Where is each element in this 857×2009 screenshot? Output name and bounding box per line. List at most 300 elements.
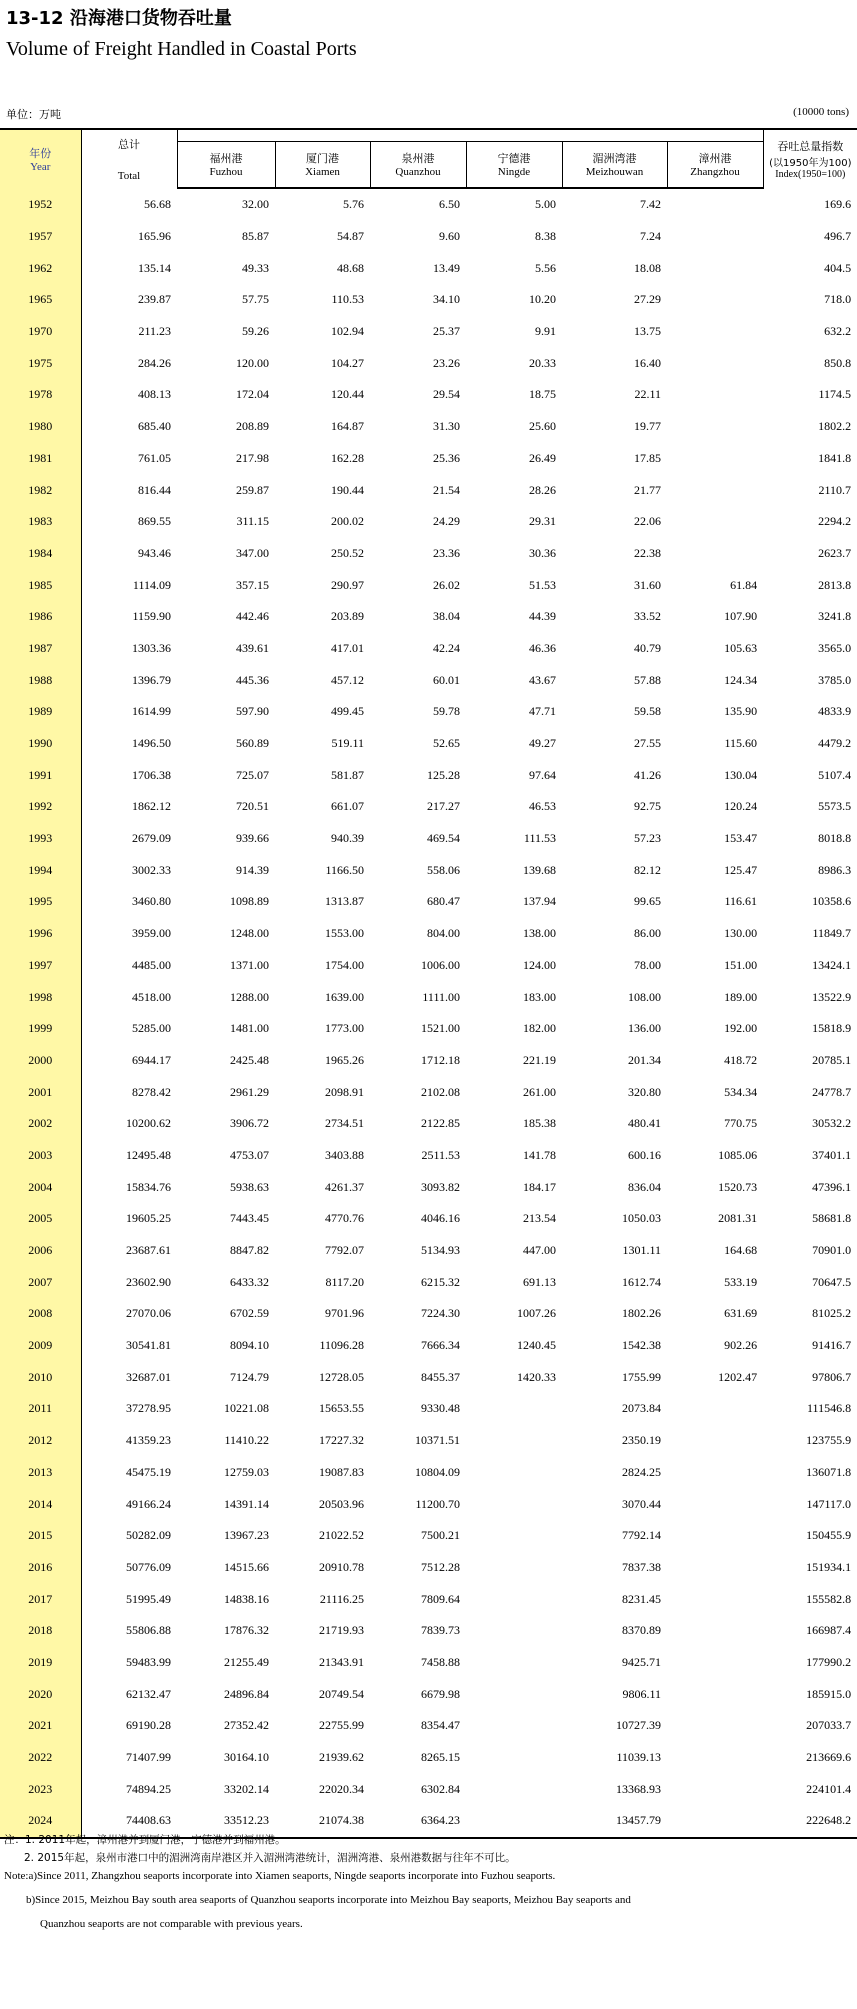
cell-ningde: 26.49 xyxy=(529,450,556,465)
cell-year: 1985 xyxy=(0,569,81,601)
cell-meizhouwan: 40.79 xyxy=(634,640,661,655)
cell-fuzhou: 720.51 xyxy=(236,799,269,814)
cell-year: 1970 xyxy=(0,316,81,348)
cell-zhangzhou: 164.68 xyxy=(724,1243,758,1258)
cell-fuzhou: 120.00 xyxy=(236,355,269,370)
cell-year: 1980 xyxy=(0,411,81,443)
cell-year: 2010 xyxy=(0,1361,81,1393)
cell-meizhouwan: 1612.74 xyxy=(622,1274,661,1289)
cell-quanzhou: 60.01 xyxy=(433,672,460,687)
cell-total: 74894.25 xyxy=(126,1781,171,1796)
cell-ningde: 185.38 xyxy=(523,1116,556,1131)
table-row xyxy=(0,1520,857,1552)
year-header-cn: 年份 xyxy=(29,147,52,160)
cell-meizhouwan: 41.26 xyxy=(634,767,661,782)
cell-fuzhou: 445.36 xyxy=(236,672,269,687)
cell-total: 71407.99 xyxy=(126,1750,171,1765)
cell-fuzhou: 217.98 xyxy=(236,450,269,465)
cell-total: 56.68 xyxy=(144,196,171,211)
cell-index: 1841.8 xyxy=(818,450,852,465)
cell-ningde: 10.20 xyxy=(529,292,556,307)
cell-index: 177990.2 xyxy=(806,1654,852,1669)
table-row xyxy=(0,759,857,791)
cell-fuzhou: 208.89 xyxy=(236,419,269,434)
cell-xiamen: 21343.91 xyxy=(319,1654,364,1669)
cell-index: 2813.8 xyxy=(818,577,852,592)
table-row xyxy=(0,728,857,760)
cell-xiamen: 162.28 xyxy=(331,450,364,465)
cell-xiamen: 1773.00 xyxy=(325,1021,364,1036)
cell-ningde: 183.00 xyxy=(523,989,556,1004)
cell-index: 20785.1 xyxy=(812,1052,852,1067)
cell-ningde xyxy=(466,1583,562,1615)
cell-fuzhou: 1481.00 xyxy=(230,1021,269,1036)
cell-ningde: 221.19 xyxy=(523,1052,556,1067)
cell-zhangzhou xyxy=(667,1425,763,1457)
cell-fuzhou: 311.15 xyxy=(236,514,269,529)
cell-total: 1114.09 xyxy=(132,577,171,592)
cell-year: 2003 xyxy=(0,1140,81,1172)
cell-meizhouwan: 10727.39 xyxy=(616,1718,661,1733)
cell-index: 70901.0 xyxy=(812,1243,852,1258)
cell-fuzhou: 14391.14 xyxy=(224,1496,269,1511)
cell-year: 2023 xyxy=(0,1773,81,1805)
cell-fuzhou: 17876.32 xyxy=(224,1623,269,1638)
cell-xiamen: 1553.00 xyxy=(325,926,364,941)
cell-total: 1862.12 xyxy=(132,799,171,814)
cell-ningde: 18.75 xyxy=(529,387,556,402)
cell-total: 30541.81 xyxy=(126,1338,171,1353)
table-row xyxy=(0,886,857,918)
table-row xyxy=(0,854,857,886)
cell-zhangzhou: 1085.06 xyxy=(718,1147,758,1162)
cell-zhangzhou: 902.26 xyxy=(724,1338,758,1353)
cell-fuzhou: 6702.59 xyxy=(230,1306,269,1321)
cell-quanzhou: 2122.85 xyxy=(421,1116,460,1131)
cell-fuzhou: 8094.10 xyxy=(230,1338,269,1353)
cell-quanzhou: 10371.51 xyxy=(415,1433,460,1448)
cell-fuzhou: 4753.07 xyxy=(230,1147,269,1162)
cell-index: 13522.9 xyxy=(812,989,852,1004)
cell-meizhouwan: 11039.13 xyxy=(616,1750,661,1765)
cell-xiamen: 19087.83 xyxy=(319,1464,364,1479)
cell-index: 718.0 xyxy=(824,292,852,307)
table-row xyxy=(0,1552,857,1584)
cell-total: 3959.00 xyxy=(132,926,171,941)
cell-zhangzhou xyxy=(667,1710,763,1742)
cell-index: 185915.0 xyxy=(806,1686,852,1701)
cell-quanzhou: 680.47 xyxy=(427,894,460,909)
cell-total: 4518.00 xyxy=(132,989,171,1004)
cell-xiamen: 290.97 xyxy=(331,577,364,592)
cell-year: 2021 xyxy=(0,1710,81,1742)
cell-fuzhou: 11410.22 xyxy=(224,1433,269,1448)
cell-zhangzhou: 120.24 xyxy=(724,799,758,814)
cell-ningde xyxy=(466,1678,562,1710)
cell-xiamen: 200.02 xyxy=(331,514,364,529)
cell-fuzhou: 33202.14 xyxy=(224,1781,269,1796)
cell-ningde: 97.64 xyxy=(529,767,556,782)
cell-xiamen: 2098.91 xyxy=(325,1084,364,1099)
port-header-cn: 宁德港 xyxy=(497,152,531,166)
cell-fuzhou: 259.87 xyxy=(236,482,269,497)
cell-fuzhou: 24896.84 xyxy=(224,1686,269,1701)
cell-xiamen: 12728.05 xyxy=(319,1369,364,1384)
cell-index: 147117.0 xyxy=(806,1496,852,1511)
cell-quanzhou: 21.54 xyxy=(433,482,460,497)
cell-xiamen: 110.53 xyxy=(331,292,364,307)
footnote-en-a: Note:a)Since 2011, Zhangzhou seaports incorporate into Xiamen seaports, Ningde seaports incorporate into Fuzhou seaports. xyxy=(4,1870,556,1882)
cell-meizhouwan: 59.58 xyxy=(634,704,661,719)
table-row xyxy=(0,347,857,379)
cell-total: 27070.06 xyxy=(126,1306,171,1321)
cell-ningde xyxy=(466,1488,562,1520)
cell-total: 74408.63 xyxy=(81,1805,177,1838)
cell-year: 1983 xyxy=(0,506,81,538)
cell-year: 1996 xyxy=(0,918,81,950)
total-header xyxy=(81,129,177,188)
cell-total: 50776.09 xyxy=(126,1559,171,1574)
cell-fuzhou: 439.61 xyxy=(236,640,269,655)
cell-zhangzhou xyxy=(667,1647,763,1679)
cell-ningde: 447.00 xyxy=(523,1243,556,1258)
cell-year: 2007 xyxy=(0,1266,81,1298)
cell-ningde xyxy=(466,1773,562,1805)
cell-year: 1957 xyxy=(0,221,81,253)
cell-fuzhou: 172.04 xyxy=(236,387,269,402)
cell-xiamen: 104.27 xyxy=(331,355,364,370)
port-header-en: Quanzhou xyxy=(395,166,441,179)
cell-zhangzhou xyxy=(667,1615,763,1647)
cell-fuzhou: 2961.29 xyxy=(230,1084,269,1099)
cell-fuzhou: 57.75 xyxy=(242,292,269,307)
cell-xiamen: 7792.07 xyxy=(325,1243,364,1258)
cell-xiamen: 8117.20 xyxy=(325,1274,364,1289)
index-header-en: Index(1950=100) xyxy=(775,169,846,180)
cell-ningde: 29.31 xyxy=(529,514,556,529)
cell-total: 284.26 xyxy=(138,355,171,370)
cell-xiamen: 21939.62 xyxy=(319,1750,364,1765)
table-row xyxy=(0,664,857,696)
footnote-en-b-cont: Quanzhou seaports are not comparable with previous years. xyxy=(40,1918,303,1930)
cell-zhangzhou xyxy=(667,188,763,221)
cell-total: 23602.90 xyxy=(126,1274,171,1289)
cell-quanzhou: 31.30 xyxy=(433,419,460,434)
cell-quanzhou: 8455.37 xyxy=(421,1369,460,1384)
cell-xiamen: 21022.52 xyxy=(319,1528,364,1543)
cell-index: 13424.1 xyxy=(812,957,852,972)
year-header-en: Year xyxy=(30,161,51,173)
footnote-cn-2: 2. 2015年起，泉州市港口中的湄洲湾南岸港区并入湄洲湾港统计，湄洲湾港、泉州港数据与往年不可比。 xyxy=(24,1852,516,1864)
cell-quanzhou: 8265.15 xyxy=(421,1750,460,1765)
cell-quanzhou: 3093.82 xyxy=(421,1179,460,1194)
cell-index: 15818.9 xyxy=(812,1021,852,1036)
cell-quanzhou: 59.78 xyxy=(433,704,460,719)
table-row xyxy=(0,791,857,823)
table-row xyxy=(0,538,857,570)
cell-ningde xyxy=(466,1457,562,1489)
cell-meizhouwan: 1301.11 xyxy=(622,1243,661,1258)
cell-zhangzhou: 124.34 xyxy=(724,672,758,687)
cell-meizhouwan: 22.38 xyxy=(634,545,661,560)
cell-zhangzhou: 533.19 xyxy=(724,1274,758,1289)
port-header-en: Ningde xyxy=(497,166,531,179)
cell-fuzhou: 49.33 xyxy=(242,260,269,275)
cell-year: 1962 xyxy=(0,252,81,284)
table-row xyxy=(0,823,857,855)
table-row xyxy=(0,1203,857,1235)
table-row xyxy=(0,1425,857,1457)
cell-index: 632.2 xyxy=(824,324,852,339)
unit-label-cn: 单位：万吨 xyxy=(6,108,61,121)
cell-zhangzhou: 107.90 xyxy=(724,609,758,624)
cell-xiamen: 4770.76 xyxy=(325,1211,364,1226)
table-row xyxy=(0,569,857,601)
cell-total: 12495.48 xyxy=(126,1147,171,1162)
cell-ningde xyxy=(466,1647,562,1679)
cell-ningde xyxy=(466,1710,562,1742)
cell-meizhouwan: 2824.25 xyxy=(622,1464,661,1479)
page-title-cn: 13-12 沿海港口货物吞吐量 xyxy=(6,8,232,29)
cell-total: 15834.76 xyxy=(126,1179,171,1194)
cell-year: 1965 xyxy=(0,284,81,316)
cell-xiamen: 661.07 xyxy=(331,799,364,814)
cell-quanzhou: 6302.84 xyxy=(421,1781,460,1796)
port-header-en: Zhangzhou xyxy=(690,166,740,179)
cell-zhangzhou: 115.60 xyxy=(724,736,758,751)
cell-zhangzhou: 770.75 xyxy=(724,1116,758,1131)
cell-zhangzhou: 631.69 xyxy=(724,1306,758,1321)
cell-ningde: 1240.45 xyxy=(517,1338,556,1353)
cell-ningde: 1007.26 xyxy=(517,1306,556,1321)
port-header-fuzhou xyxy=(177,141,275,188)
cell-total: 1614.99 xyxy=(132,704,171,719)
cell-year: 1992 xyxy=(0,791,81,823)
cell-xiamen: 581.87 xyxy=(331,767,364,782)
table-row xyxy=(0,379,857,411)
cell-zhangzhou xyxy=(667,284,763,316)
cell-meizhouwan: 9425.71 xyxy=(622,1654,661,1669)
table-header xyxy=(0,129,857,188)
cell-xiamen: 519.11 xyxy=(331,736,364,751)
cell-index: 2294.2 xyxy=(818,514,852,529)
cell-xiamen: 940.39 xyxy=(331,831,364,846)
index-header-base: (以1950年为100) xyxy=(769,158,852,169)
cell-zhangzhou xyxy=(667,1678,763,1710)
cell-xiamen: 250.52 xyxy=(331,545,364,560)
cell-index: 3565.0 xyxy=(818,640,852,655)
cell-meizhouwan: 13368.93 xyxy=(616,1781,661,1796)
port-header-cn: 厦门港 xyxy=(306,152,339,166)
cell-zhangzhou xyxy=(667,1393,763,1425)
cell-quanzhou: 29.54 xyxy=(433,387,460,402)
cell-total: 761.05 xyxy=(138,450,171,465)
cell-xiamen: 11096.28 xyxy=(319,1338,364,1353)
cell-zhangzhou: 105.63 xyxy=(724,640,758,655)
cell-xiamen: 499.45 xyxy=(331,704,364,719)
year-header xyxy=(0,129,81,188)
cell-ningde: 182.00 xyxy=(523,1021,556,1036)
cell-meizhouwan: 600.16 xyxy=(628,1147,661,1162)
cell-meizhouwan: 57.88 xyxy=(634,672,661,687)
cell-fuzhou: 21255.49 xyxy=(224,1654,269,1669)
cell-index: 5107.4 xyxy=(818,767,852,782)
cell-ningde: 137.94 xyxy=(523,894,556,909)
freight-table xyxy=(0,128,857,1839)
cell-total: 408.13 xyxy=(138,387,171,402)
cell-index: 8986.3 xyxy=(818,862,852,877)
cell-total: 8278.42 xyxy=(132,1084,171,1099)
cell-meizhouwan: 1755.99 xyxy=(622,1369,661,1384)
cell-meizhouwan: 22.06 xyxy=(634,514,661,529)
cell-index: 10358.6 xyxy=(812,894,852,909)
cell-fuzhou: 2425.48 xyxy=(230,1052,269,1067)
cell-zhangzhou: 534.34 xyxy=(724,1084,758,1099)
cell-meizhouwan: 7.24 xyxy=(640,229,661,244)
index-header xyxy=(763,129,857,188)
cell-year: 1991 xyxy=(0,759,81,791)
cell-ningde: 30.36 xyxy=(529,545,556,560)
cell-year: 1986 xyxy=(0,601,81,633)
cell-xiamen: 190.44 xyxy=(331,482,364,497)
cell-total: 62132.47 xyxy=(126,1686,171,1701)
cell-zhangzhou xyxy=(667,252,763,284)
cell-zhangzhou xyxy=(667,411,763,443)
cell-zhangzhou: 135.90 xyxy=(724,704,758,719)
cell-xiamen: 22020.34 xyxy=(319,1781,364,1796)
cell-quanzhou: 7500.21 xyxy=(421,1528,460,1543)
cell-fuzhou: 597.90 xyxy=(236,704,269,719)
cell-ningde xyxy=(466,1393,562,1425)
cell-index: 404.5 xyxy=(824,260,852,275)
cell-xiamen: 164.87 xyxy=(331,419,364,434)
table-row xyxy=(0,1013,857,1045)
cell-zhangzhou xyxy=(667,1520,763,1552)
cell-index: 37401.1 xyxy=(812,1147,852,1162)
cell-zhangzhou: 125.47 xyxy=(724,862,758,877)
cell-ningde: 25.60 xyxy=(529,419,556,434)
cell-quanzhou: 1521.00 xyxy=(421,1021,460,1036)
cell-zhangzhou: 61.84 xyxy=(730,577,758,592)
cell-ningde: 44.39 xyxy=(529,609,556,624)
cell-fuzhou: 85.87 xyxy=(242,229,269,244)
cell-meizhouwan: 7792.14 xyxy=(622,1528,661,1543)
cell-zhangzhou xyxy=(667,443,763,475)
cell-year: 2002 xyxy=(0,1108,81,1140)
cell-xiamen: 1965.26 xyxy=(325,1052,364,1067)
cell-ningde: 9.91 xyxy=(535,324,556,339)
cell-quanzhou: 469.54 xyxy=(427,831,460,846)
cell-fuzhou: 6433.32 xyxy=(230,1274,269,1289)
cell-year: 2022 xyxy=(0,1742,81,1774)
cell-year: 2020 xyxy=(0,1678,81,1710)
cell-zhangzhou xyxy=(667,474,763,506)
cell-zhangzhou: 130.00 xyxy=(724,926,758,941)
cell-quanzhou: 23.36 xyxy=(433,545,460,560)
cell-xiamen: 20910.78 xyxy=(319,1559,364,1574)
port-header-cn: 福州港 xyxy=(209,152,243,166)
cell-meizhouwan: 480.41 xyxy=(628,1116,661,1131)
cell-year: 2012 xyxy=(0,1425,81,1457)
table-row xyxy=(0,1457,857,1489)
cell-year: 1989 xyxy=(0,696,81,728)
cell-meizhouwan: 92.75 xyxy=(634,799,661,814)
cell-total: 59483.99 xyxy=(126,1654,171,1669)
cell-xiamen: 21074.38 xyxy=(275,1805,370,1838)
cell-meizhouwan: 86.00 xyxy=(634,926,661,941)
cell-index: 58681.8 xyxy=(812,1211,852,1226)
cell-fuzhou: 33512.23 xyxy=(177,1805,275,1838)
table-row xyxy=(0,1108,857,1140)
cell-total: 943.46 xyxy=(138,545,171,560)
cell-year: 1981 xyxy=(0,443,81,475)
cell-year: 1993 xyxy=(0,823,81,855)
cell-meizhouwan: 31.60 xyxy=(634,577,661,592)
cell-ningde: 138.00 xyxy=(523,926,556,941)
cell-fuzhou: 725.07 xyxy=(236,767,269,782)
cell-ningde: 51.53 xyxy=(529,577,556,592)
cell-quanzhou: 11200.70 xyxy=(415,1496,460,1511)
cell-quanzhou: 558.06 xyxy=(427,862,460,877)
cell-meizhouwan: 18.08 xyxy=(634,260,661,275)
cell-zhangzhou xyxy=(667,221,763,253)
cell-ningde: 46.36 xyxy=(529,640,556,655)
cell-fuzhou: 442.46 xyxy=(236,609,269,624)
cell-quanzhou: 5134.93 xyxy=(421,1243,460,1258)
cell-total: 1706.38 xyxy=(132,767,171,782)
cell-ningde xyxy=(466,1805,562,1838)
cell-ningde xyxy=(466,1425,562,1457)
cell-ningde: 5.00 xyxy=(535,197,556,212)
cell-xiamen: 17227.32 xyxy=(319,1433,364,1448)
cell-quanzhou: 6364.23 xyxy=(370,1805,466,1838)
cell-zhangzhou xyxy=(667,1457,763,1489)
cell-zhangzhou xyxy=(667,316,763,348)
cell-index: 97806.7 xyxy=(812,1369,852,1384)
table-row xyxy=(0,1710,857,1742)
table-row xyxy=(0,696,857,728)
cell-meizhouwan: 201.34 xyxy=(628,1052,661,1067)
cell-total: 51995.49 xyxy=(126,1591,171,1606)
cell-zhangzhou xyxy=(667,506,763,538)
cell-ningde: 124.00 xyxy=(523,957,556,972)
cell-meizhouwan: 8370.89 xyxy=(622,1623,661,1638)
cell-year: 1982 xyxy=(0,474,81,506)
cell-index: 213669.6 xyxy=(806,1750,852,1765)
cell-quanzhou: 26.02 xyxy=(433,577,460,592)
cell-meizhouwan: 2350.19 xyxy=(622,1433,661,1448)
table-row xyxy=(0,1583,857,1615)
cell-total: 1496.50 xyxy=(132,736,171,751)
cell-year: 2014 xyxy=(0,1488,81,1520)
cell-ningde xyxy=(466,1615,562,1647)
cell-fuzhou: 10221.08 xyxy=(224,1401,269,1416)
cell-index: 8018.8 xyxy=(818,831,852,846)
cell-meizhouwan: 19.77 xyxy=(634,419,661,434)
cell-quanzhou: 7809.64 xyxy=(421,1591,460,1606)
cell-quanzhou: 24.29 xyxy=(433,514,460,529)
cell-year: 2008 xyxy=(0,1298,81,1330)
cell-zhangzhou: 153.47 xyxy=(724,831,758,846)
cell-index: 155582.8 xyxy=(806,1591,852,1606)
cell-year: 1999 xyxy=(0,1013,81,1045)
cell-xiamen: 21116.25 xyxy=(319,1591,364,1606)
table-row xyxy=(0,1076,857,1108)
cell-zhangzhou: 151.00 xyxy=(724,957,758,972)
cell-quanzhou: 52.65 xyxy=(433,736,460,751)
cell-quanzhou: 4046.16 xyxy=(421,1211,460,1226)
cell-fuzhou: 59.26 xyxy=(242,324,269,339)
